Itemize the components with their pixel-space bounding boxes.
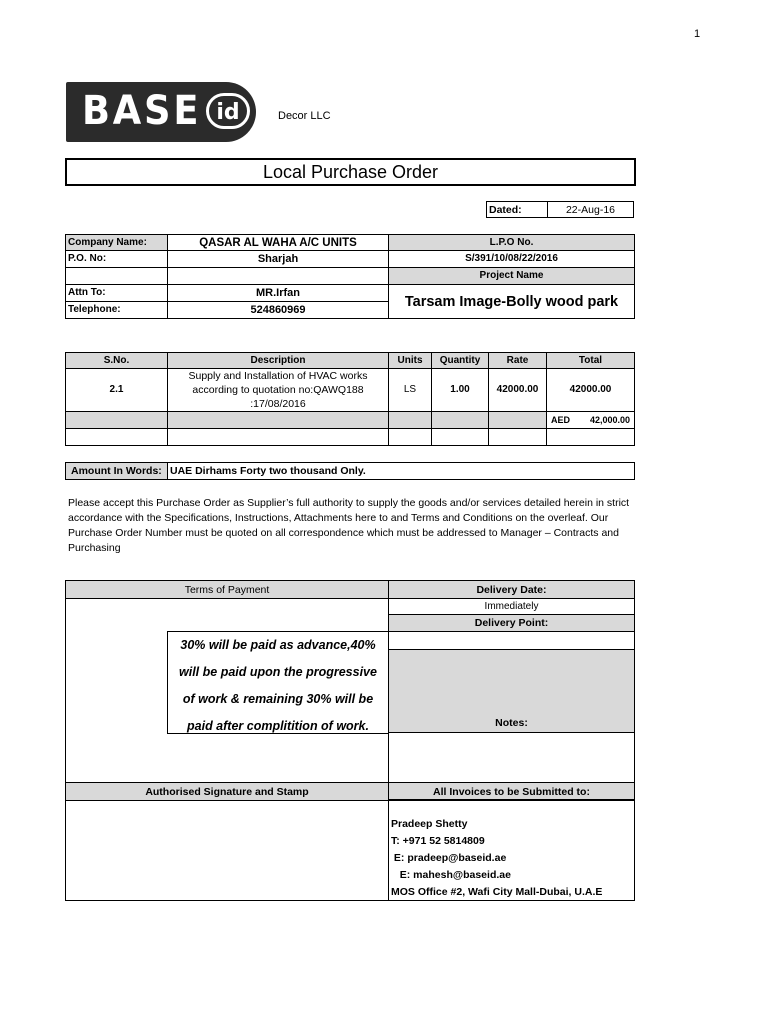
subtotal-blank-3 <box>388 411 432 429</box>
lpo-label: L.P.O No. <box>388 234 635 251</box>
amount-words-value: UAE Dirhams Forty two thousand Only. <box>167 462 635 480</box>
subtotal-blank-1 <box>65 411 168 429</box>
invoices-label: All Invoices to be Submitted to: <box>388 782 635 801</box>
document-title: Local Purchase Order <box>65 158 636 186</box>
amount-words-label: Amount In Words: <box>65 462 168 480</box>
terms-line-3: of work & remaining 30% will be <box>182 692 374 706</box>
telephone-value: 524860969 <box>167 301 389 319</box>
empty-row-6 <box>546 428 635 446</box>
grand-total-value: 42,000.00 <box>589 415 630 425</box>
col-header-units: Units <box>388 352 432 369</box>
invoice-address-box <box>388 799 635 901</box>
delivery-date-value: Immediately <box>388 598 635 615</box>
empty-row-1 <box>65 428 168 446</box>
row-units: LS <box>388 368 432 412</box>
invoice-phone: T: +971 52 5814809 <box>391 835 485 847</box>
po-no-label: P.O. No: <box>65 250 168 268</box>
telephone-label: Telephone: <box>65 301 168 319</box>
delivery-point-value <box>388 631 635 650</box>
signature-area <box>65 800 389 901</box>
company-name: Decor LLC <box>278 110 331 122</box>
vendor-company-name: QASAR AL WAHA A/C UNITS <box>167 234 389 251</box>
project-name-label: Project Name <box>388 267 635 285</box>
invoice-contact-name: Pradeep Shetty <box>391 818 468 830</box>
empty-row-2 <box>167 428 389 446</box>
subtotal-blank-5 <box>488 411 547 429</box>
company-logo <box>66 82 256 142</box>
page-number: 1 <box>694 28 701 40</box>
acceptance-paragraph: Please accept this Purchase Order as Supplier’s full authority to supply the goods and/or services detailed herein in strict accordance with the Specifications, Instructions, Attachments here to and Terms and Conditions on the overleaf. Our Purchase Order Number must be quoted on all correspondence which must be addressed to Manager – Contracts and Purchasing <box>68 497 630 554</box>
po-no-value: Sharjah <box>167 250 389 268</box>
vendor-blank-value <box>167 267 389 285</box>
invoice-email-2: E: mahesh@baseid.ae <box>391 869 511 881</box>
terms-line-4: paid after complitition of work. <box>187 719 369 733</box>
logo-badge: id <box>206 93 250 129</box>
currency-label: AED <box>551 415 571 425</box>
subtotal-blank-2 <box>167 411 389 429</box>
invoice-address: MOS Office #2, Wafi City Mall-Dubai, U.A.E <box>391 886 603 898</box>
row-total: 42000.00 <box>546 368 635 412</box>
empty-row-5 <box>488 428 547 446</box>
logo-text: BASE <box>82 88 202 134</box>
col-header-description: Description <box>167 352 389 369</box>
delivery-point-label: Delivery Point: <box>388 614 635 632</box>
signature-label: Authorised Signature and Stamp <box>65 782 389 801</box>
col-header-sno: S.No. <box>65 352 168 369</box>
col-header-quantity: Quantity <box>431 352 489 369</box>
dated-label: Dated: <box>486 201 548 218</box>
invoice-email-1: E: pradeep@baseid.ae <box>391 852 507 864</box>
vendor-blank-label <box>65 267 168 285</box>
project-name-value: Tarsam Image-Bolly wood park <box>388 284 635 319</box>
payment-terms-box <box>167 631 389 734</box>
terms-line-1: 30% will be paid as advance,40% <box>180 638 376 652</box>
company-name-label: Company Name: <box>65 234 168 251</box>
empty-row-4 <box>431 428 489 446</box>
lpo-value: S/391/10/08/22/2016 <box>388 250 635 268</box>
dated-value: 22-Aug-16 <box>547 201 634 218</box>
col-header-total: Total <box>546 352 635 369</box>
row-quantity: 1.00 <box>431 368 489 412</box>
attn-value: MR.Irfan <box>167 284 389 302</box>
delivery-date-label: Delivery Date: <box>388 580 635 599</box>
notes-area <box>388 732 635 783</box>
notes-label: Notes: <box>388 649 635 733</box>
empty-row-3 <box>388 428 432 446</box>
terms-line-2: will be paid upon the progressive <box>179 665 377 679</box>
attn-label: Attn To: <box>65 284 168 302</box>
row-sno: 2.1 <box>65 368 168 412</box>
grand-total-cell <box>546 411 635 429</box>
subtotal-blank-4 <box>431 411 489 429</box>
row-description: Supply and Installation of HVAC works according to quotation no:QAWQ188 :17/08/2016 <box>167 368 389 412</box>
row-rate: 42000.00 <box>488 368 547 412</box>
col-header-rate: Rate <box>488 352 547 369</box>
terms-of-payment-label: Terms of Payment <box>65 580 389 599</box>
